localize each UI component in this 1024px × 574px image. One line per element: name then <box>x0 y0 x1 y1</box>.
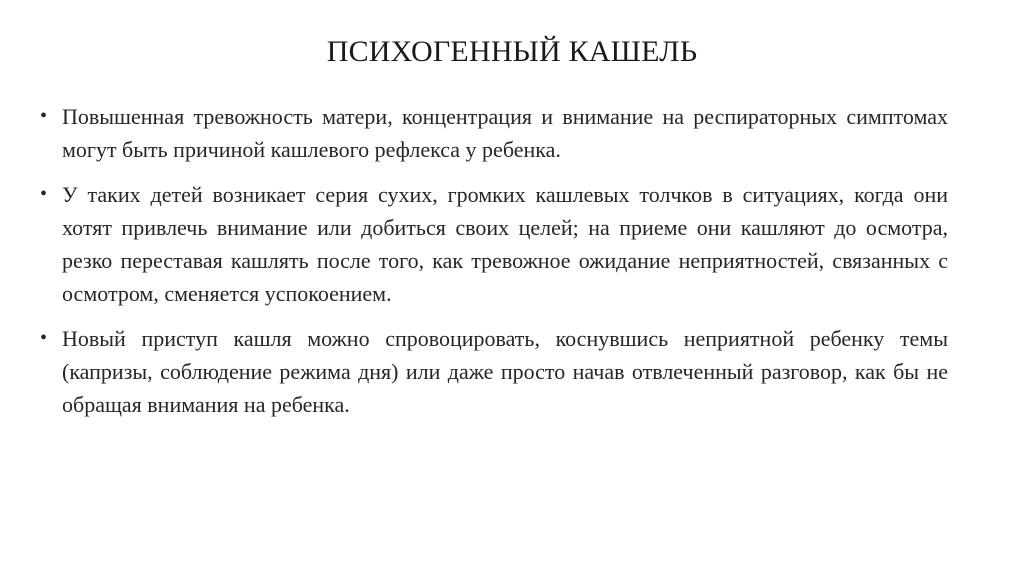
bullet-item-1 <box>38 100 948 166</box>
bullet-icon: • <box>40 327 48 349</box>
bullet-item-3 <box>38 322 948 421</box>
bullet-icon: • <box>40 183 48 205</box>
bullet-list <box>38 100 948 433</box>
bullet-item-2 <box>38 178 948 310</box>
bullet-text-3: Новый приступ кашля можно спровоцировать, коснувшись неприятной ребенку темы (капризы, соблюдение режима дня) или даже просто начав отвлеченный разговор, как бы не обращая внимания на ребенка. <box>62 326 948 417</box>
bullet-icon: • <box>40 105 48 127</box>
slide-title: ПСИХОГЕННЫЙ КАШЕЛЬ <box>326 35 698 68</box>
bullet-text-1: Повышенная тревожность матери, концентрация и внимание на респираторных симптомах могут быть причиной кашлевого рефлекса у ребенка. <box>62 104 948 162</box>
bullet-text-2: У таких детей возникает серия сухих, громких кашлевых толчков в ситуациях, когда они хотят привлечь внимание или добиться своих целей; на приеме они кашляют до осмотра, резко переставая кашлять после того, как тревожное ожидание неприятностей, связанных с осмотром, сменяется успокоением. <box>62 182 948 306</box>
